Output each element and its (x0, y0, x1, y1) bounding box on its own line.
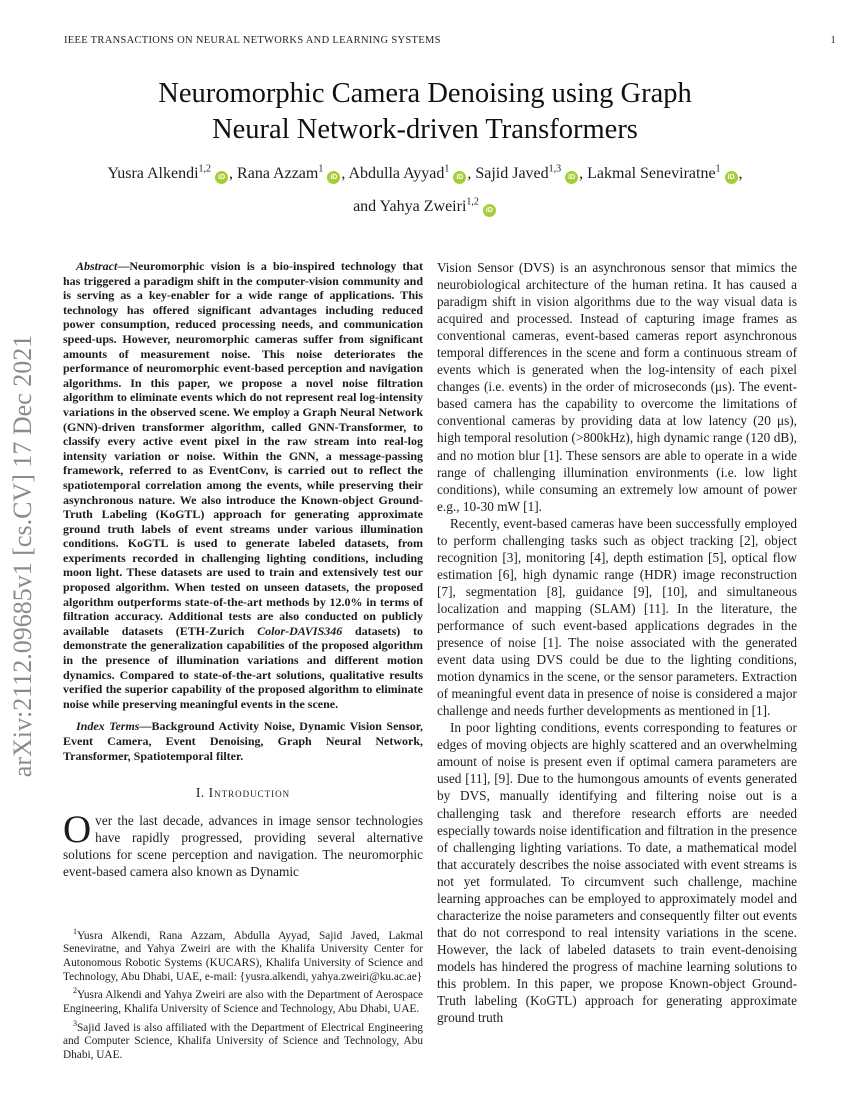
section-number: I. (195, 785, 205, 801)
author-name: Abdulla Ayyad (348, 165, 445, 183)
index-terms-label: Index Terms (76, 719, 140, 734)
two-column-body (63, 259, 797, 1063)
author (107, 165, 237, 182)
index-terms-dash: — (139, 719, 152, 734)
orcid-icon: iD (483, 204, 496, 217)
author-affiliation-sup: 1 (318, 164, 324, 175)
footnote-text: Yusra Alkendi, Rana Azzam, Abdulla Ayyad, Sajid Javed, Lakmal Seneviratne, and Yahya Zweiri are with the Khalifa University Center for Autonomous Robotic Systems (KUCARS), Khalifa University of Science and Technology, Abu Dhabi, UAE, e-mail: {yusra.alkendi, yahya.zweiri@ku.ac.ae} (63, 929, 423, 983)
intro-paragraph (63, 808, 423, 880)
author-affiliation-sup: 1 (715, 164, 721, 175)
abstract-text-1: Neuromorphic vision is a bio-inspired technology that has triggered a paradigm shift in the computer-vision community and is serving as a key-enabler for a wide range of applications. This technology has offered significant advantages including reduced power consumption, reduced processing needs, and communication speed-ups. However, neuromorphic cameras suffer from significant amounts of measurement noise. This noise deteriorates the performance of neuromorphic event-based perception and navigation algorithms. In this paper, we propose a novel noise filtration algorithm to eliminate events which do not represent real log-intensity variations in the observed scene. We employ a Graph Neural Network (GNN)-driven transformer algorithm, called GNN-Transformer, to classify every active event pixel in the raw stream into real-log intensity variation or noise. Within the GNN, a message-passing framework, referred to as EventConv, is carried out to reflect the spatiotemporal correlation among the events, while preserving their asynchronous nature. We also introduce the Known-object Ground-Truth Labeling (KoGTL) approach for generating approximate ground truth labels of event streams under various illumination conditions. KoGTL is used to generate labeled datasets, from experiments recorded in challenging lighting conditions, including moon light. These datasets are used to train and extensively test our proposed algorithm. When tested on unseen datasets, the proposed algorithm outperforms state-of-the-art methods by 12.0% in terms of filtration accuracy. Additional tests are also conducted on publicly available datasets (ETH-Zurich (63, 259, 423, 638)
right-column (437, 259, 797, 1063)
section-title: Introduction (208, 785, 291, 801)
author (587, 165, 742, 182)
footnote-marker: 2 (73, 986, 77, 996)
footnote-marker: 3 (73, 1018, 77, 1028)
body-paragraph-1: Vision Sensor (DVS) is an asynchronous sensor that mimics the neurobiological architecture of the human retina. It has caused a paradigm shift in vision algorithms due to the way visual data is acquired and processed. Instead of capturing image frames as conventional cameras, event-based cameras report asynchronous temporal differences in the scene and form a continuous stream of events which is generated when the log-intensity of each pixel changes (i.e. events) in the order of microseconds (μs). The event-based camera has the capability to overcome the limitations of conventional cameras by providing data at low latency (20 μs), high temporal resolution (>800kHz), high dynamic range (120 dB), and no motion blur [1]. These sensors are able to operate in a wide range of challenging illumination environments (i.e. low light conditions), while consuming an extremely low amount of power e.g., 10-30 mW [1]. (437, 260, 797, 514)
orcid-icon: iD (565, 171, 578, 184)
page-number: 1 (830, 35, 836, 46)
intro-text: ver the last decade, advances in image sensor technologies have rapidly progressed, providing several alternative solutions for scene perception and navigation. The neuromorphic event-based camera also known as Dynamic (63, 813, 423, 880)
abstract-paragraph (63, 259, 423, 711)
author (475, 165, 587, 182)
author (348, 165, 475, 182)
abstract-dash: — (117, 259, 130, 273)
author-separator: , (579, 165, 588, 183)
author-affiliation-sup: 1,2 (198, 164, 212, 175)
author-affiliation-sup: 1,2 (466, 196, 479, 208)
author-prefix: and (353, 197, 380, 215)
footnote-3 (63, 1017, 423, 1063)
author-affiliation-sup: 1 (444, 164, 450, 175)
authors-line-1 (0, 156, 850, 188)
footnotes-block (63, 925, 423, 1063)
orcid-icon: iD (725, 171, 738, 184)
orcid-icon: iD (215, 171, 228, 184)
drop-cap: O (63, 808, 92, 852)
author-name: Rana Azzam (237, 165, 319, 183)
author-list (0, 156, 850, 221)
journal-name: IEEE TRANSACTIONS ON NEURAL NETWORKS AND LEARNING SYSTEMS (64, 35, 441, 46)
arxiv-watermark: arXiv:2112.09685v1 [cs.CV] 17 Dec 2021 (8, 334, 37, 778)
author-name: Yusra Alkendi (107, 165, 199, 183)
body-paragraph-2: Recently, event-based cameras have been successfully employed to perform challenging tasks such as object tracking [2], object recognition [3], monitoring [4], depth estimation [5], optical flow estimation [6], high dynamic range (HDR) image reconstruction [7], segmentation [8], guidance [9], [10], and simultaneous localization and mapping (SLAM) [11]. In the literature, the performance of such event-based applications degrades in the presence of noise [1]. The noise associated with the generated event data using DVS could be due to the lighting conditions, motion dynamics in the scene, or the sensor parameters. Extraction of meaningful event data in presence of noise is considered a major challenge and needs further developments as mentioned in [1]. (437, 515, 797, 719)
paper-title-line-2: Neural Network-driven Transformers (212, 114, 638, 145)
footnote-1 (63, 925, 423, 985)
author-separator: , (467, 165, 476, 183)
orcid-icon: iD (453, 171, 466, 184)
body-paragraph-3: In poor lighting conditions, events corresponding to features or edges of moving objects are highly scattered and an overwhelming amount of noise is present even if optimal camera parameters are used [11], [9]. Due to the humongous amounts of events generated by DVS, manually identifying and filtering noise out is a challenging task and therefore research efforts are needed especially towards noise identification and filtration in the presence of challenging lighting variations. To date, a mathematical model that accurately describes the noise associated with event streams is not yet formulated. To circumvent such challenge, machine learning approaches can be employed to approximately model and characterize the noise parameters and consequently filter out events that do not correspond to real intensity variations in the scene. However, the lack of labeled datasets to train event-denoising models has hindered the progress of machine learning solutions to this problem. In this paper, we propose Known-object Ground-Truth labeling (KoGTL) approach for generating approximate ground truth (437, 720, 797, 1026)
abstract-italic-dataset-name: Color-DAVIS346 (257, 623, 343, 638)
author-separator: , (341, 165, 349, 183)
index-terms-paragraph (63, 719, 423, 763)
author-name: Sajid Javed (475, 165, 549, 183)
index-terms-text: Background Activity Noise, Dynamic Vision Sensor, Event Camera, Event Denoising, Graph Neural Network, Transformer, Spatiotemporal filter. (63, 719, 423, 763)
footnote-2 (63, 984, 423, 1016)
author-name: Yahya Zweiri (379, 197, 467, 215)
section-heading-introduction (63, 785, 423, 801)
footnote-text: Sajid Javed is also affiliated with the Department of Electrical Engineering and Computer Science, Khalifa University of Science and Technology, Abu Dhabi, UAE. (63, 1021, 423, 1062)
author-name: Lakmal Seneviratne (587, 165, 716, 183)
paper-title (0, 76, 850, 148)
author-separator: , (738, 165, 743, 183)
footnote-text: Yusra Alkendi and Yahya Zweiri are also with the Department of Aerospace Engineering, Khalifa University of Science and Technology, Abu Dhabi, UAE. (63, 989, 423, 1016)
author (237, 165, 348, 182)
authors-line-2 (0, 188, 850, 220)
author-affiliation-sup: 1,3 (548, 164, 562, 175)
abstract-label: Abstract (76, 259, 118, 273)
left-column (63, 259, 423, 1063)
orcid-icon: iD (327, 171, 340, 184)
paper-title-line-1: Neuromorphic Camera Denoising using Graph (158, 78, 692, 109)
footnote-marker: 1 (73, 926, 77, 936)
abstract-text-2: datasets) to demonstrate the generalization capabilities of the proposed algorithm in the presence of illumination variations and different motion dynamics. Compared to state-of-the-art solutions, qualitative results verified the superior capability of the proposed algorithm to eliminate noise while preserving meaningful events in the scene. (63, 623, 423, 711)
author-separator: , (229, 165, 238, 183)
running-header (64, 35, 836, 46)
author (353, 198, 497, 215)
